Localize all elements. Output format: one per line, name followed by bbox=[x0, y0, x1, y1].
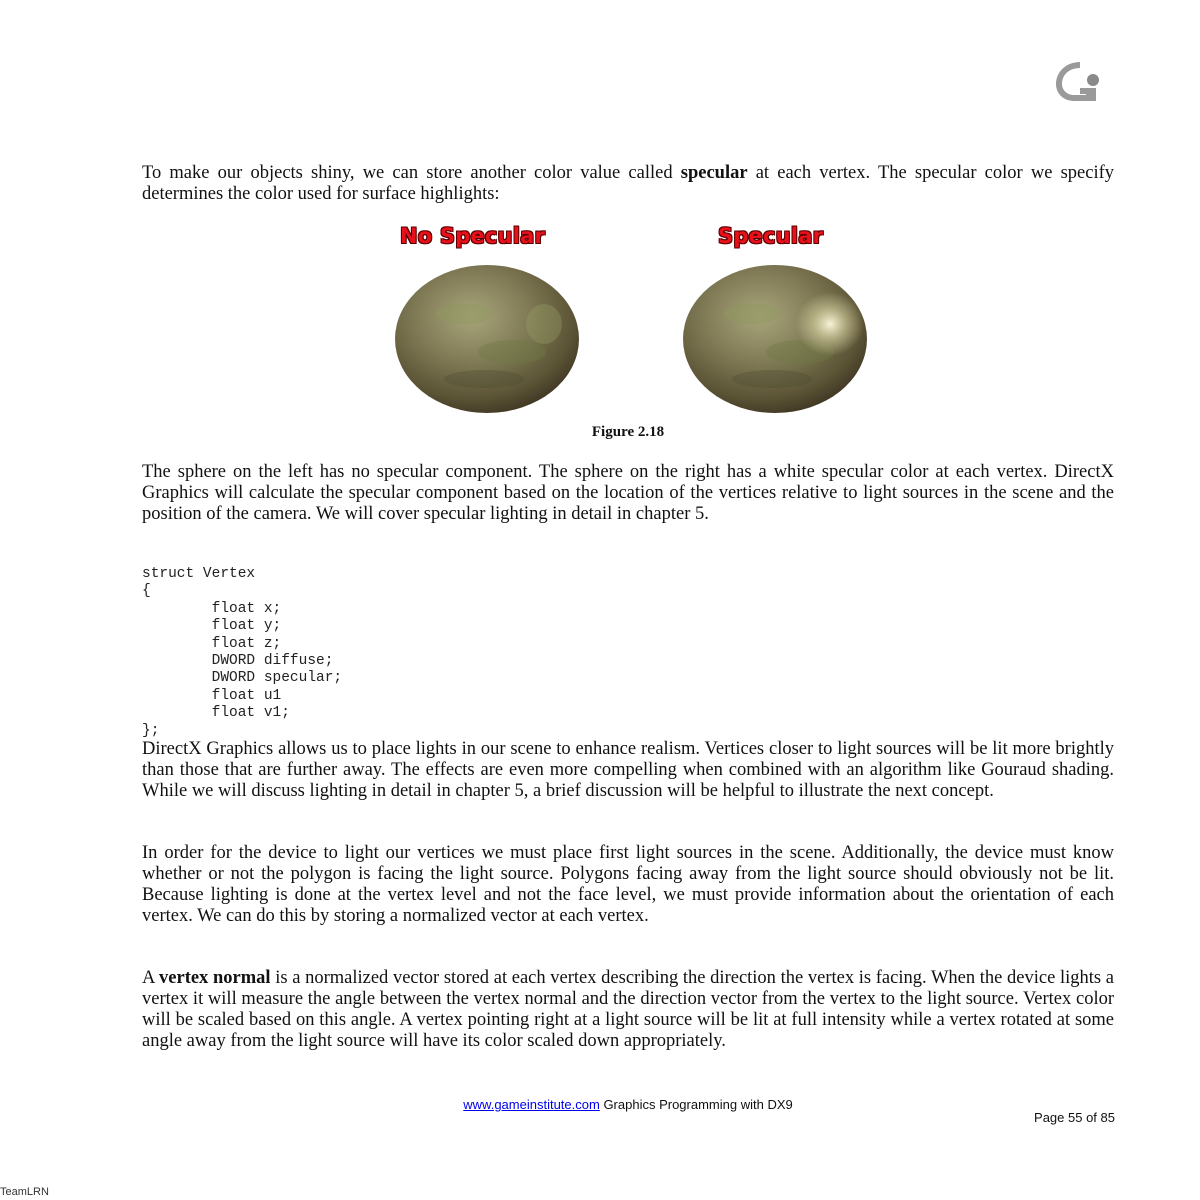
code-line: float y; bbox=[142, 618, 282, 635]
gameinstitute-link[interactable]: www.gameinstitute.com bbox=[463, 1097, 600, 1112]
g-logo-icon bbox=[1050, 58, 1102, 104]
figure-caption: Figure 2.18 bbox=[591, 424, 665, 440]
code-line: float v1; bbox=[142, 705, 290, 722]
light-sources-paragraph: In order for the device to light our vertices we must place first light sources in the scene. Additionally, the device must know whether or not the polygon is facing the light source. Polygons facing away from the light source should obviously not be lit. Because lighting is done at the vertex level and not the face level, we must provide information about the orientation of each vertex. We can do this by storing a normalized vector at each vertex. bbox=[142, 843, 1114, 926]
page-number: Page 55 of 85 bbox=[1034, 1110, 1115, 1125]
specular-label: Specular bbox=[718, 224, 824, 248]
lighting-paragraph: DirectX Graphics allows us to place lights in our scene to enhance realism. Vertices closer to light sources will be lit more brightly than those that are further away. The effects are even more compelling when combined with an algorithm like Gouraud shading. While we will discuss lighting in detail in chapter 5, a brief discussion will be helpful to illustrate the next concept. bbox=[142, 739, 1114, 801]
code-line: { bbox=[142, 583, 151, 600]
figure-spheres bbox=[380, 224, 880, 414]
vertex-normal-paragraph: A vertex normal is a normalized vector stored at each vertex describing the direction the vertex is facing. When the device lights a vertex it will measure the angle between the vertex normal and the direction vector from the vertex to the light source. Vertex color will be scaled based on this angle. A vertex pointing right at a light source will be lit at full intensity while a vertex rotated at some angle away from the light source will have its color scaled down appropriately. bbox=[142, 968, 1114, 1051]
watermark: TeamLRN bbox=[0, 1186, 49, 1198]
page-footer bbox=[0, 1097, 1200, 1112]
code-line: float u1 bbox=[142, 687, 282, 704]
no-specular-label: No Specular bbox=[400, 224, 546, 248]
sphere-no-specular bbox=[394, 264, 580, 414]
specular-explanation-paragraph: The sphere on the left has no specular component. The sphere on the right has a white specular color at each vertex. DirectX Graphics will calculate the specular component based on the location of the vertices relative to light sources in the scene and the position of the camera. We will cover specular lighting in detail in chapter 5. bbox=[142, 462, 1114, 524]
intro-paragraph: To make our objects shiny, we can store another color value called specular at each vertex. The specular color we specify determines the color used for surface highlights: bbox=[142, 163, 1114, 204]
code-line: DWORD specular; bbox=[142, 670, 343, 687]
code-line: float z; bbox=[142, 635, 282, 652]
code-line: }; bbox=[142, 722, 160, 739]
footer-title: Graphics Programming with DX9 bbox=[599, 1097, 793, 1112]
code-line: DWORD diffuse; bbox=[142, 653, 334, 670]
code-line: float x; bbox=[142, 600, 282, 617]
vertex-struct-code bbox=[142, 566, 342, 740]
code-line: struct Vertex bbox=[142, 566, 256, 582]
sphere-specular bbox=[682, 264, 868, 414]
